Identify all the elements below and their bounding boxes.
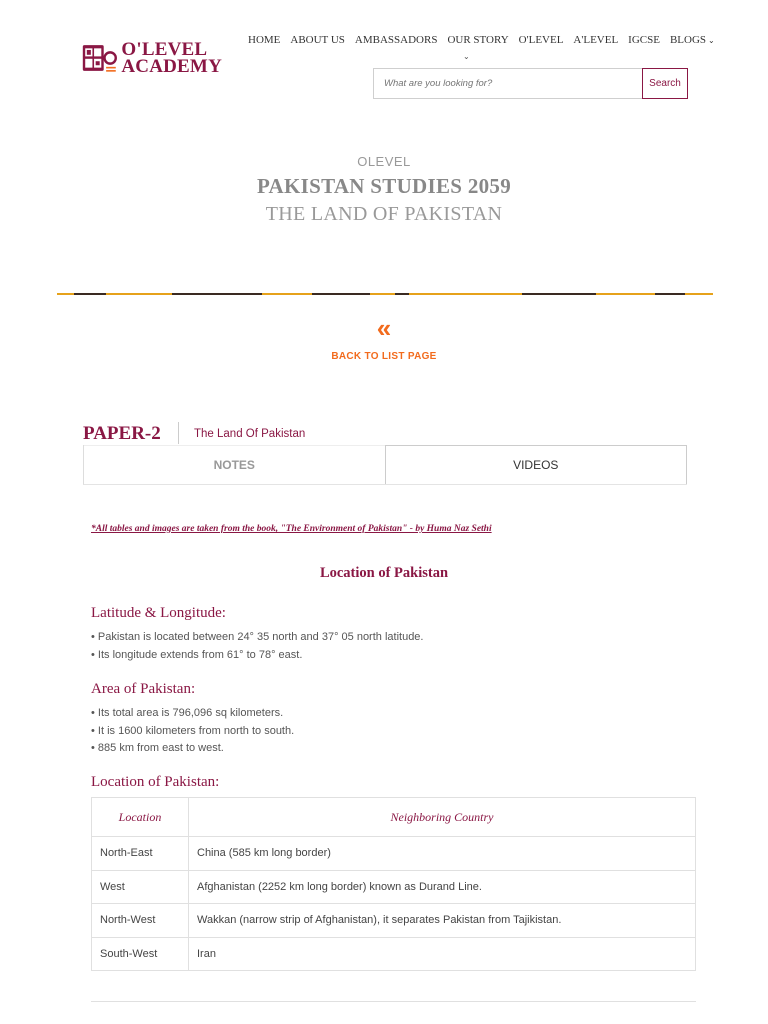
paper-subtitle: The Land Of Pakistan xyxy=(194,428,306,440)
table-header-row xyxy=(92,798,696,837)
table-cell: North-East xyxy=(92,837,189,871)
table-row xyxy=(92,937,696,971)
lat-long-list xyxy=(91,629,423,664)
paper-separator xyxy=(178,422,179,444)
table-header-country: Neighboring Country xyxy=(189,798,696,837)
page-subtitle: THE LAND OF PAKISTAN xyxy=(265,203,503,225)
list-item: • Its total area is 796,096 sq kilometers. xyxy=(91,707,284,719)
nav-alevel[interactable]: A'LEVEL xyxy=(573,34,619,46)
list-item: • 885 km from east to west. xyxy=(91,742,224,754)
subheading-area: Area of Pakistan: xyxy=(91,681,196,697)
tab-notes[interactable]: NOTES xyxy=(84,445,385,484)
nav-olevel[interactable]: O'LEVEL xyxy=(518,34,564,46)
subheading-lat-long: Latitude & Longitude: xyxy=(91,605,226,621)
search-input[interactable] xyxy=(374,69,642,98)
list-item: • It is 1600 kilometers from north to south. xyxy=(91,724,295,737)
logo-line-2: ACADEMY xyxy=(121,56,222,77)
table-row xyxy=(92,904,696,938)
table-cell: West xyxy=(92,870,189,904)
nav-igcse[interactable]: IGCSE xyxy=(628,34,660,46)
nav-our-story[interactable]: OUR STORY xyxy=(447,34,509,46)
nav-more-chevron-icon[interactable]: ⌄ xyxy=(463,52,470,61)
neighbors-table xyxy=(91,797,696,971)
nav-home[interactable]: HOME xyxy=(248,34,281,46)
search-button[interactable]: Search xyxy=(642,68,688,99)
list-item: • Its longitude extends from 61° to 78° east. xyxy=(91,648,303,661)
chevron-down-icon: ⌄ xyxy=(708,36,715,45)
table-cell: Wakkan (narrow strip of Afghanistan), it separates Pakistan from Tajikistan. xyxy=(189,904,696,938)
site-logo[interactable] xyxy=(82,38,222,78)
table-cell: North-West xyxy=(92,904,189,938)
tab-videos[interactable]: VIDEOS xyxy=(385,445,688,484)
back-to-list-link[interactable]: BACK TO LIST PAGE xyxy=(331,351,437,362)
table-cell: South-West xyxy=(92,937,189,971)
academy-logo-icon xyxy=(82,39,117,77)
main-nav xyxy=(248,34,725,46)
page-kicker: OLEVEL xyxy=(357,154,411,169)
bottom-divider xyxy=(91,1001,696,1002)
section-divider xyxy=(57,293,713,295)
nav-about-us[interactable]: ABOUT US xyxy=(290,34,345,46)
table-row xyxy=(92,837,696,871)
nav-ambassadors[interactable]: AMBASSADORS xyxy=(354,34,438,46)
table-header-location: Location xyxy=(92,798,189,837)
content-tabs xyxy=(83,445,687,485)
book-credit-note: *All tables and images are taken from the book, "The Environment of Pakistan" - by Huma Naz Sethi xyxy=(91,524,492,534)
double-chevron-left-icon[interactable]: « xyxy=(376,313,392,343)
page-title: PAKISTAN STUDIES 2059 xyxy=(256,174,512,198)
subheading-location: Location of Pakistan: xyxy=(91,774,220,790)
search-bar xyxy=(373,68,688,99)
nav-blogs-label: BLOGS xyxy=(669,34,707,46)
nav-blogs[interactable] xyxy=(670,34,715,46)
logo-line-1: O'LEVEL xyxy=(121,39,208,60)
area-list xyxy=(91,705,294,758)
list-item: • Pakistan is located between 24° 35 north and 37° 05 north latitude. xyxy=(91,631,424,643)
section-heading: Location of Pakistan xyxy=(319,565,449,581)
table-row xyxy=(92,870,696,904)
table-cell: China (585 km long border) xyxy=(189,837,696,871)
paper-label: PAPER-2 xyxy=(83,423,161,444)
table-cell: Iran xyxy=(189,937,696,971)
table-cell: Afghanistan (2252 km long border) known as Durand Line. xyxy=(189,870,696,904)
